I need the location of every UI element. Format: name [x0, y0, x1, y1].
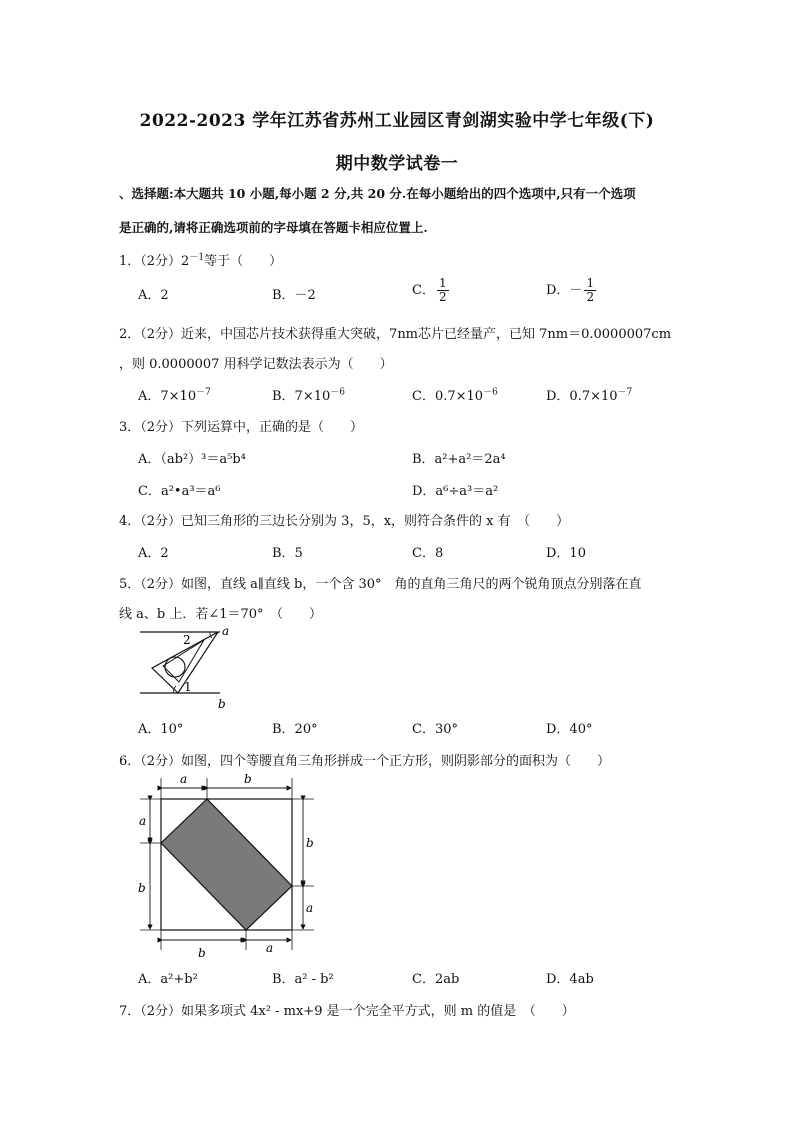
- question-2-stem-line2: ，则 0.0000007 用科学记数法表示为（ ）: [119, 357, 393, 372]
- question-6-option-c: C．2ab: [412, 972, 460, 987]
- label-a: a: [222, 624, 230, 638]
- label-bottom-b: b: [198, 946, 206, 958]
- question-4-option-b: B．5: [272, 546, 303, 561]
- question-1-option-d: D．－ $\frac{1}{2}$: [546, 276, 595, 304]
- question-7-stem: 7．（2分）如果多项式 4x² - mx+9 是一个完全平方式，则 m 的值是 （ ）: [119, 1004, 575, 1019]
- question-2-option-a: A．$7\times 10^{-7}$: [138, 387, 211, 404]
- section-instructions-line2: 是正确的,请将正确选项前的字母填在答题卡相应位置上.: [119, 220, 428, 235]
- ruler-hole: [165, 657, 185, 677]
- question-5-figure: [130, 622, 250, 714]
- question-5-option-b: B．20°: [272, 722, 318, 737]
- label-1: 1: [184, 680, 192, 694]
- fraction: $\frac{1}{2}$: [586, 276, 595, 304]
- question-5-option-c: C．30°: [412, 722, 458, 737]
- question-6-option-a: A．a²+b²: [138, 972, 198, 987]
- question-6-stem: 6．（2分）如图，四个等腰直角三角形拼成一个正方形，则阴影部分的面积为（ ）: [119, 754, 611, 769]
- question-6-option-b: B．a² - b²: [272, 972, 334, 987]
- question-3-option-a: A．（ab²）³＝a⁵b⁴: [138, 452, 246, 467]
- exam-title-line2: 期中数学试卷一: [335, 154, 459, 174]
- fraction: $\frac{1}{2}$: [438, 276, 447, 304]
- question-2-option-b: B．$7\times 10^{-6}$: [272, 387, 345, 404]
- label-top-b: b: [244, 772, 252, 786]
- question-4-option-a: A．2: [138, 546, 169, 561]
- label-right-a: a: [306, 901, 314, 915]
- question-5-stem-line2: 线 a、b 上．若∠1＝70° （ ）: [119, 607, 323, 622]
- question-3-option-c: C．a²•a³＝a⁶: [138, 484, 221, 499]
- question-2-option-c: C．$0.7\times 10^{-6}$: [412, 387, 498, 404]
- question-5-option-d: D．40°: [546, 722, 593, 737]
- shaded-rectangle: [161, 799, 292, 930]
- label-right-b: b: [306, 836, 314, 850]
- question-1-option-b: B．－2: [272, 288, 316, 303]
- question-1-option-c: C． $\frac{1}{2}$: [412, 276, 447, 304]
- question-3-stem: 3．（2分）下列运算中，正确的是（ ）: [119, 420, 364, 435]
- question-2-option-d: D．$0.7\times 10^{-7}$: [546, 387, 633, 404]
- question-3-option-d: D．a⁶÷a³＝a²: [412, 484, 499, 499]
- label-bottom-a: a: [266, 941, 274, 955]
- question-4-stem: 4．（2分）已知三角形的三边长分别为 3，5，x，则符合条件的 x 有 （ ）: [119, 514, 570, 529]
- question-6-figure: [132, 768, 332, 958]
- label-top-a: a: [180, 772, 188, 786]
- question-3-option-b: B．a²+a²＝2a⁴: [412, 452, 506, 467]
- question-4-option-d: D．10: [546, 546, 586, 561]
- label-left-b: b: [138, 881, 146, 895]
- question-5-option-a: A．10°: [138, 722, 184, 737]
- question-6-option-d: D．4ab: [546, 972, 594, 987]
- exam-title-line1: 2022-2023 学年江苏省苏州工业园区青剑湖实验中学七年级(下): [139, 111, 655, 131]
- section-instructions-line1: 、选择题:本大题共 10 小题,每小题 2 分,共 20 分.在每小题给出的四个选项中,只有一个选项: [119, 186, 636, 201]
- label-left-a: a: [139, 814, 147, 828]
- question-1-stem: 1．（2分）$2^{-1}$等于（ ）: [119, 252, 283, 269]
- label-2: 2: [183, 633, 191, 647]
- question-4-option-c: C．8: [412, 546, 444, 561]
- question-2-stem-line1: 2．（2分）近来，中国芯片技术获得重大突破，7nm芯片已经量产，已知 7nm＝0.0000007cm: [119, 327, 672, 342]
- question-1-option-a: A．2: [138, 288, 169, 303]
- question-5-stem-line1: 5．（2分）如图，直线 a∥直线 b，一个含 30° 角的直角三角尺的两个锐角顶点分别落在直: [119, 577, 642, 592]
- label-b: b: [218, 697, 226, 711]
